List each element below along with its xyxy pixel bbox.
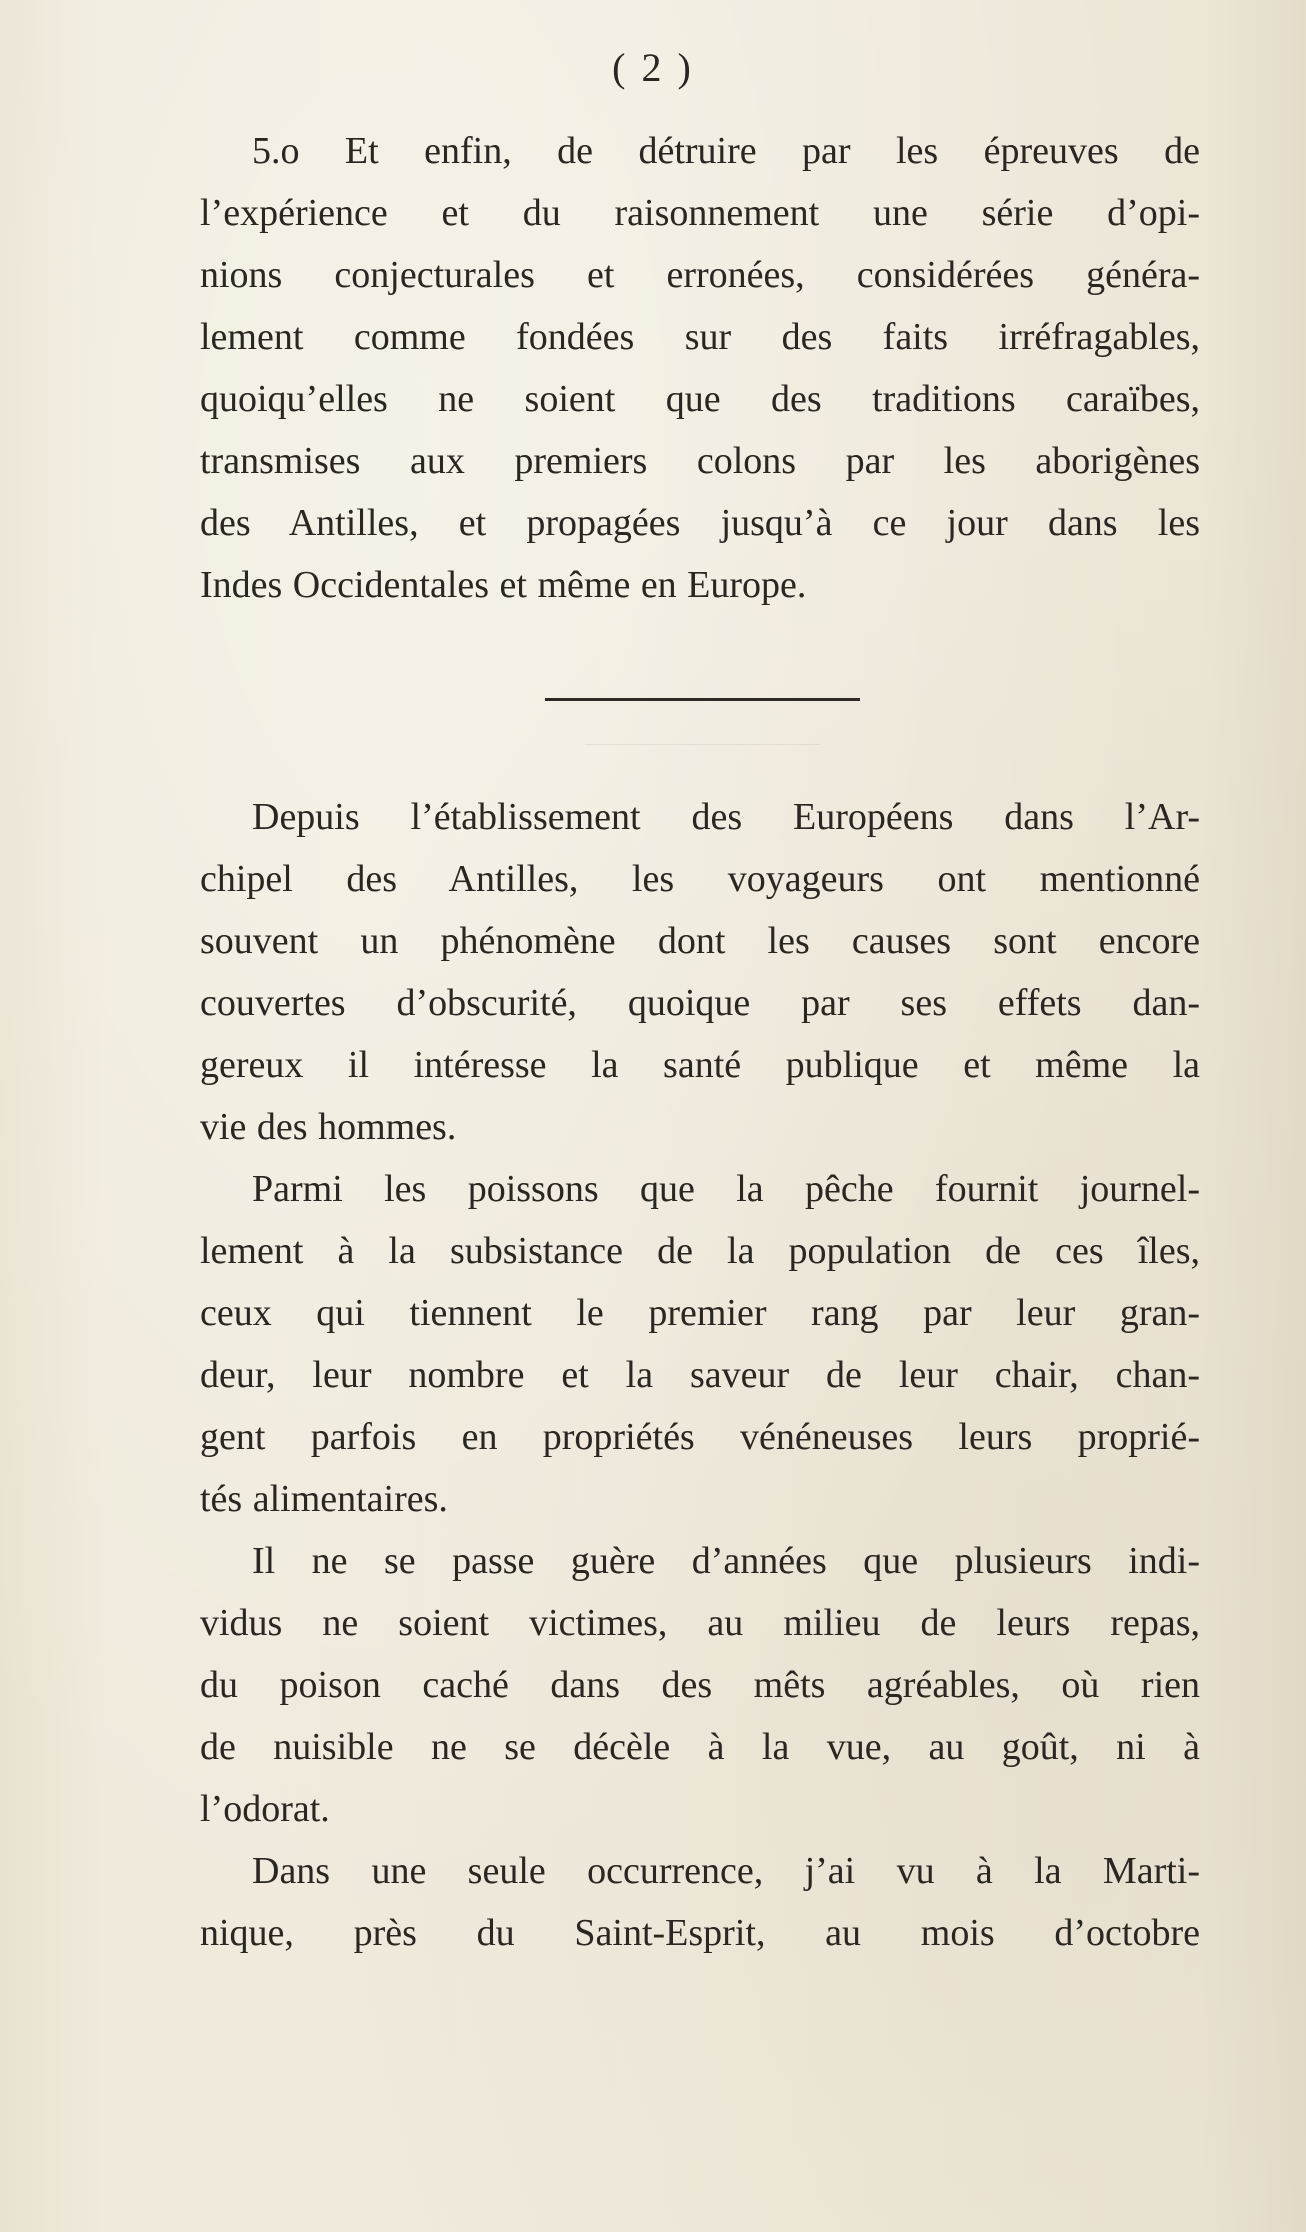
text-line: souvent un phénomène dont les causes sont encore [200, 920, 1200, 962]
text-line: Il ne se passe guère d’années que plusieurs indi- [252, 1540, 1200, 1582]
text-line: vidus ne soient victimes, au milieu de leurs repas, [200, 1602, 1200, 1644]
text-line: Parmi les poissons que la pêche fournit journel- [252, 1168, 1200, 1210]
text-line: Indes Occidentales et même en Europe. [200, 564, 807, 606]
divider-show-through [585, 744, 820, 745]
text-line: gent parfois en propriétés vénéneuses leurs proprié- [200, 1416, 1200, 1458]
text-line: chipel des Antilles, les voyageurs ont mentionné [200, 858, 1200, 900]
section-divider [545, 698, 860, 701]
text-line: l’expérience et du raisonnement une série d’opi- [200, 192, 1200, 234]
text-line: Dans une seule occurrence, j’ai vu à la Marti- [252, 1850, 1200, 1892]
text-line: lement à la subsistance de la population de ces îles, [200, 1230, 1200, 1272]
text-line: quoiqu’elles ne soient que des traditions caraïbes, [200, 378, 1200, 420]
page-number: ( 2 ) [612, 45, 694, 90]
text-line: transmises aux premiers colons par les aborigènes [200, 440, 1200, 482]
text-line: deur, leur nombre et la saveur de leur chair, chan- [200, 1354, 1200, 1396]
text-line: 5.o Et enfin, de détruire par les épreuves de [252, 130, 1200, 172]
body-text [200, 786, 1200, 1964]
text-line: des Antilles, et propagées jusqu’à ce jour dans les [200, 502, 1200, 544]
text-line: lement comme fondées sur des faits irréfragables, [200, 316, 1200, 358]
text-line: ceux qui tiennent le premier rang par leur gran- [200, 1292, 1200, 1334]
text-line: nique, près du Saint-Esprit, au mois d’octobre [200, 1912, 1200, 1954]
text-line: vie des hommes. [200, 1106, 457, 1148]
text-line: nions conjecturales et erronées, considérées généra- [200, 254, 1200, 296]
text-line: l’odorat. [200, 1788, 330, 1830]
text-line: du poison caché dans des mêts agréables, où rien [200, 1664, 1200, 1706]
text-line: de nuisible ne se décèle à la vue, au goût, ni à [200, 1726, 1200, 1768]
text-line: gereux il intéresse la santé publique et même la [200, 1044, 1200, 1086]
text-line: Depuis l’établissement des Européens dans l’Ar- [252, 796, 1200, 838]
text-line: couvertes d’obscurité, quoique par ses effets dan- [200, 982, 1200, 1024]
paragraph-list-conclusion [200, 120, 1200, 616]
text-line: tés alimentaires. [200, 1478, 448, 1520]
